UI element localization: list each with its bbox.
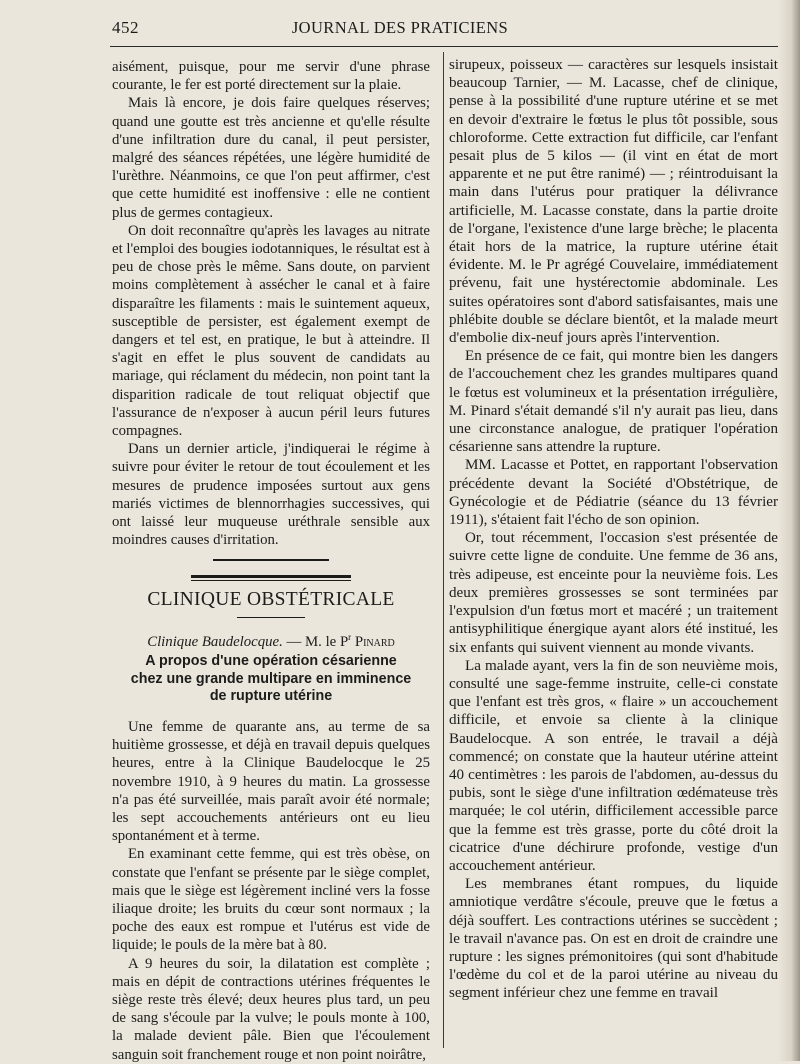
column-divider — [443, 52, 444, 1048]
section-rule-thin — [191, 580, 351, 581]
byline — [112, 628, 430, 651]
paragraph: Une femme de quarante ans, au terme de sa huitième grossesse, et déjà en travail depuis quelques heures, entre à la Clinique Baudelocque le 25 novembre 1910, à 9 heures du matin. La grossesse n'a pas été surveillée, mais paraît avoir été normale; les sept accouchements antérieurs ont eu lieu spontanément et à terme. — [112, 718, 430, 845]
byline-sup: r — [348, 632, 352, 643]
byline-clinic: Clinique Baudelocque. — [147, 634, 283, 651]
running-head — [0, 18, 800, 42]
section-heading — [112, 575, 430, 618]
paragraph-continued: aisément, puisque, pour me servir d'une phrase courante, le fer est porté directement sur la plaie. — [112, 59, 430, 94]
right-column — [449, 56, 778, 1003]
section-title: CLINIQUE OBSTÉTRICALE — [147, 589, 395, 611]
article-end-rule — [213, 559, 329, 561]
section-rule-thick — [191, 575, 351, 578]
article-title-line: A propos d'une opération césarienne — [145, 653, 397, 670]
paragraph: En examinant cette femme, qui est très obèse, on constate que l'enfant se présente par le siège complet, mais que le siège est légèrement incliné vers la fosse iliaque droite; les bruits du cœur sont normaux ; la poche des eaux est rompue et l'utérus est vide de liquide; le pouls de la mère bat à 80. — [112, 846, 430, 954]
paragraph: On doit reconnaître qu'après les lavages au nitrate et l'emploi des bougies iodotanniques, le résultat est à peu de chose près le même. Sans doute, on parvient moins complètement à assécher le canal et à faire disparaître les filaments : mais le suintement aqueux, susceptible de persister, est également exempt de dangers et tel est, en pratique, le but à atteindre. Il s'agit en effet le plus souvent de candidats au mariage, qui réclament du médecin, non point tant la disparition radicale de tout reliquat objectif que l'assurance de n'exposer à aucun péril leurs futures compagnes. — [112, 222, 430, 440]
paragraph: La malade ayant, vers la fin de son neuvième mois, consulté une sage-femme instruite, celle-ci constate que l'enfant est très gros, « flaire » un accouchement difficile, et envoie sa cliente à la clinique Baudelocque. A son entrée, le travail a déjà commencé; on constate que la hauteur utérine atteint 40 centimètres : les parois de l'abdomen, au-dessus du pubis, sont le siège d'une infiltration œdémateuse très marquée; le col utérin, difficilement accessible parce que la femme est très grasse, porte du côté droit la cicatrice d'une déchirure profonde, vestige d'un accouchement antérieur. — [449, 657, 778, 874]
page-edge-shadow — [778, 0, 800, 1061]
paragraph: En présence de ce fait, qui montre bien les dangers de l'accouchement chez les grandes multipares quand le fœtus est volumineux et la présentation irrégulière, M. Pinard s'était demandé s'il n'y aurait pas lieu, dans une circonstance analogue, de pratiquer l'opération césarienne sans attendre la rupture. — [449, 348, 778, 456]
paragraph: MM. Lacasse et Pottet, en rapportant l'observation précédente devant la Société d'Obstétrique, de Gynécologie et de Pédiatrie (séance du 13 février 1911), s'étaient fait l'écho de son opinion. — [449, 457, 778, 529]
journal-title: JOURNAL DES PRATICIENS — [291, 18, 509, 37]
paragraph: A 9 heures du soir, la dilatation est complète ; mais en dépit de contractions utérines fréquentes le siège reste très élevé; deux heures plus tard, un peu de sang s'écoule par la vulve; le pouls monte à 100, la malade devient pâle. Bien que l'écoulement sanguin soit franchement rouge et non point noirâtre, — [112, 955, 430, 1063]
page-number: 452 — [112, 18, 139, 37]
paragraph: Les membranes étant rompues, du liquide amniotique verdâtre s'écoule, preuve que le fœtus a déjà souffert. Les contractions utérines se succèdent ; le travail n'avance pas. On est en droit de craindre une rupture : les signes prémonitoires (qui sont d'habitude l'œdème du col et de la paroi utérine au niveau du segment inférieur chez une femme en travail — [449, 876, 778, 1002]
section-rule-short — [237, 617, 305, 618]
paragraph: Mais là encore, je dois faire quelques réserves; quand une goutte est très ancienne et qu'elle résulte d'une infiltration dure du canal, il peut persister, malgré des séances répétées, une légère humidité de l'urèthre. Néanmoins, ce que l'on peut affirmer, c'est que cette humidité est inoffensive : elle ne contient plus de germes contagieux. — [112, 95, 430, 221]
byline-name: Pinard — [354, 634, 395, 651]
paragraph: Or, tout récemment, l'occasion s'est présentée de suivre cette ligne de conduite. Une femme de 36 ans, très adipeuse, est enceinte pour la neuvième fois. Les deux premières grossesses se sont terminées par l'expulsion d'un fœtus mort et macéré ; un traitement antisyphilitique énergique ayant alors été institué, les six enfants qui suivent viennent au monde vivants. — [449, 530, 778, 656]
article-title-line: de rupture utérine — [209, 688, 333, 705]
article-title — [112, 653, 430, 706]
left-column — [112, 58, 430, 1064]
article-title-line: chez une grande multipare en imminence — [130, 670, 412, 687]
paragraph-continued: sirupeux, poisseux — caractères sur lesquels insistait beaucoup Tarnier, — M. Lacasse, chef de clinique, pense à la possibilité d'une rupture utérine et se met en devoir d'extraire le fœtus le plus tôt possible, sous chloroforme. Cette extraction fut difficile, car l'enfant pesait plus de 5 kilos — (il vint en état de mort apparente et ne put être ranimé) — ; réintroduisant la main dans l'utérus pour pratiquer la délivrance artificielle, M. Lacasse constate, dans la partie droite de l'organe, l'existence d'une large brèche; le placenta était hors de la matrice, la rupture utérine était évidente. M. le Pr agrégé Couvelaire, immédiatement prévenu, fait une hystérectomie abdominale. Les suites opératoires sont d'abord satisfaisantes, mais une phlébite double se déclare bientôt, et la malade meurt d'embolie dix-neuf jours après l'intervention. — [449, 57, 778, 347]
header-rule — [110, 46, 778, 47]
paragraph: Dans un dernier article, j'indiquerai le régime à suivre pour éviter le retour de tout écoulement et les mesures de prudence imposées surtout aux gens mariés victimes de blennorrhagies successives, qui ont laissé leur muqueuse uréthrale sensible aux moindres causes d'irritation. — [112, 441, 430, 549]
byline-dash: — M. le P — [282, 634, 349, 651]
